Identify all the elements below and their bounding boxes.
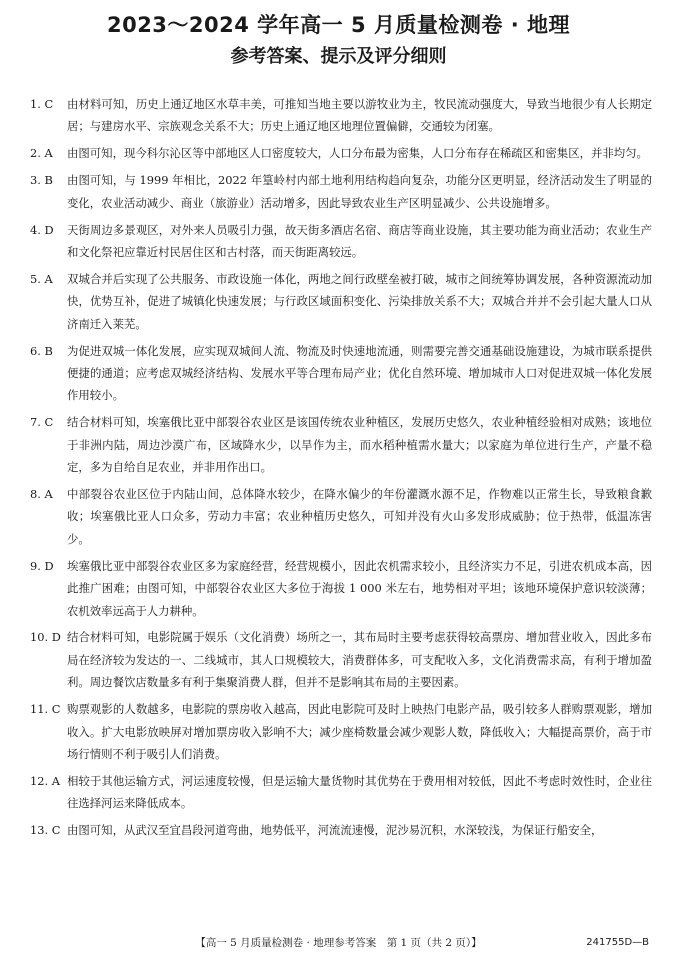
page-subtitle: 参考答案、提示及评分细则	[230, 46, 447, 67]
page-footer	[0, 933, 677, 953]
answer-number: 3. B	[30, 173, 53, 188]
answer-explanation: 天街周边多景观区，对外来人员吸引力强，故天街多酒店名宿、商店等商业设施，其主要功能为商业活动；农业生产和文化祭祀应靠近村民居住区和古村落，而天街距离较远。	[67, 222, 652, 259]
answer-explanation: 中部裂谷农业区位于内陆山间，总体降水较少，在降水偏少的年份灌溉水源不足，作物难以正常生长，导致粮食歉收；埃塞俄比亚人口众多，劳动力丰富；农业种植历史悠久，可知并没有火山多发形成威胁；位于热带，低温冻害少。	[67, 487, 652, 546]
answer-number: 4. D	[30, 222, 54, 237]
answer-number: 7. C	[30, 415, 54, 430]
answer-number: 11. C	[30, 702, 61, 717]
answer-item-8	[30, 483, 652, 550]
answer-number: 9. D	[30, 558, 54, 573]
answer-explanation: 由图可知，现今科尔沁区等中部地区人口密度较大，人口分布最为密集，人口分布存在稀疏区和密集区，并非均匀。	[67, 146, 648, 161]
answer-item-9	[30, 555, 652, 622]
answer-item-5	[30, 268, 652, 335]
answer-number: 10. D	[30, 630, 61, 645]
answer-item-11	[30, 698, 652, 765]
answer-number: 8. A	[30, 487, 53, 501]
answer-explanation: 相较于其他运输方式，河运速度较慢，但是运输大量货物时其优势在于费用相对较低，因此不考虑时效性时，企业往往选择河运来降低成本。	[67, 773, 652, 811]
footer-document-code: 241755D—B	[586, 937, 649, 948]
answer-item-3	[30, 169, 652, 214]
answer-item-2	[30, 142, 652, 164]
answer-number: 13. C	[30, 823, 61, 838]
answer-explanation: 购票观影的人数越多，电影院的票房收入越高，因此电影院可及时上映热门电影产品，吸引较多人群购票观影，增加收入。扩大电影放映屏对增加票房收入影响不大；减少座椅数量会减少观影人数，降低收入；大幅提高票价，高于市场行情则不利于吸引人们消费。	[67, 702, 652, 761]
answer-item-10	[30, 626, 652, 693]
answer-item-6	[30, 340, 652, 407]
footer-page-info: 【高一 5 月质量检测卷 · 地理参考答案 第 1 页（共 2 页）】	[195, 937, 482, 949]
answer-explanation: 由图可知，从武汉至宜昌段河道弯曲，地势低平，河流流速慢，泥沙易沉积，水深较浅，为保证行船安全，	[67, 823, 603, 838]
answer-item-13	[30, 819, 652, 841]
answer-item-7	[30, 411, 652, 478]
answer-number: 12. A	[30, 773, 60, 788]
answer-number: 6. B	[30, 343, 53, 358]
answer-explanation: 由图可知，与 1999 年相比，2022 年篁岭村内部土地利用结构趋向复杂，功能分区更明显，经济活动发生了明显的变化，农业活动减少、商业（旅游业）活动增多，因此导致农业生产区明显减少、公共设施增多。	[67, 173, 652, 210]
answer-explanation: 为促进双城一体化发展，应实现双城间人流、物流及时快速地流通，则需要完善交通基础设施建设，为城市联系提供便捷的通道；应考虑双城经济结构、发展水平等合理布局产业；优化自然环境、增加城市人口对促进双城一体化发展作用较小。	[67, 343, 652, 403]
answer-number: 1. C	[30, 97, 54, 111]
answer-item-12	[30, 770, 652, 815]
answer-explanation: 结合材料可知，电影院属于娱乐（文化消费）场所之一，其布局时主要考虑获得较高票房、增加营业收入，因此多布局在经济较为发达的一、二线城市，其人口规模较大，消费群体多，可支配收入多，文化消费需求高，有利于增加盈利。周边餐饮店数量多有利于集聚消费人群，但并不是影响其布局的主要因素。	[67, 630, 652, 690]
answer-explanation: 埃塞俄比亚中部裂谷农业区多为家庭经营，经营规模小，因此农机需求较小，且经济实力不足，引进农机成本高，因此推广困难；由图可知，中部裂谷农业区大多位于海拔 1 000 米左右，地势相对平坦；该地环境保护意识较淡薄；农机效率远高于人力耕种。	[67, 558, 652, 618]
answer-number: 2. A	[30, 146, 53, 161]
answer-explanation: 由材料可知，历史上通辽地区水草丰美，可推知当地主要以游牧业为主，牧民流动强度大，导致当地很少有人长期定居；与建房水平、宗族观念关系不大；历史上通辽地区地理位置偏僻，交通较为闭塞。	[67, 97, 652, 134]
answer-number: 5. A	[30, 271, 53, 286]
answer-item-1	[30, 93, 652, 138]
answer-list	[30, 93, 652, 846]
answer-item-4	[30, 219, 652, 264]
answer-explanation: 双城合并后实现了公共服务、市政设施一体化，两地之间行政壁垒被打破，城市之间统筹协调发展，各种资源流动加快，优势互补，促进了城镇化快速发展；与行政区域面积变化、污染排放关系不大；双城合并并不会引起大量人口从济南迁入莱芜。	[67, 271, 652, 331]
page-title: 2023～2024 学年高一 5 月质量检测卷 · 地理	[106, 13, 571, 37]
answer-explanation: 结合材料可知，埃塞俄比亚中部裂谷农业区是该国传统农业种植区，发展历史悠久，农业种植经验相对成熟；该地位于非洲内陆，周边沙漠广布，区域降水少，以旱作为主，而水稻种植需水量大；以家庭为单位进行生产，产量不稳定，多为自给自足农业，并非用作出口。	[67, 415, 652, 475]
